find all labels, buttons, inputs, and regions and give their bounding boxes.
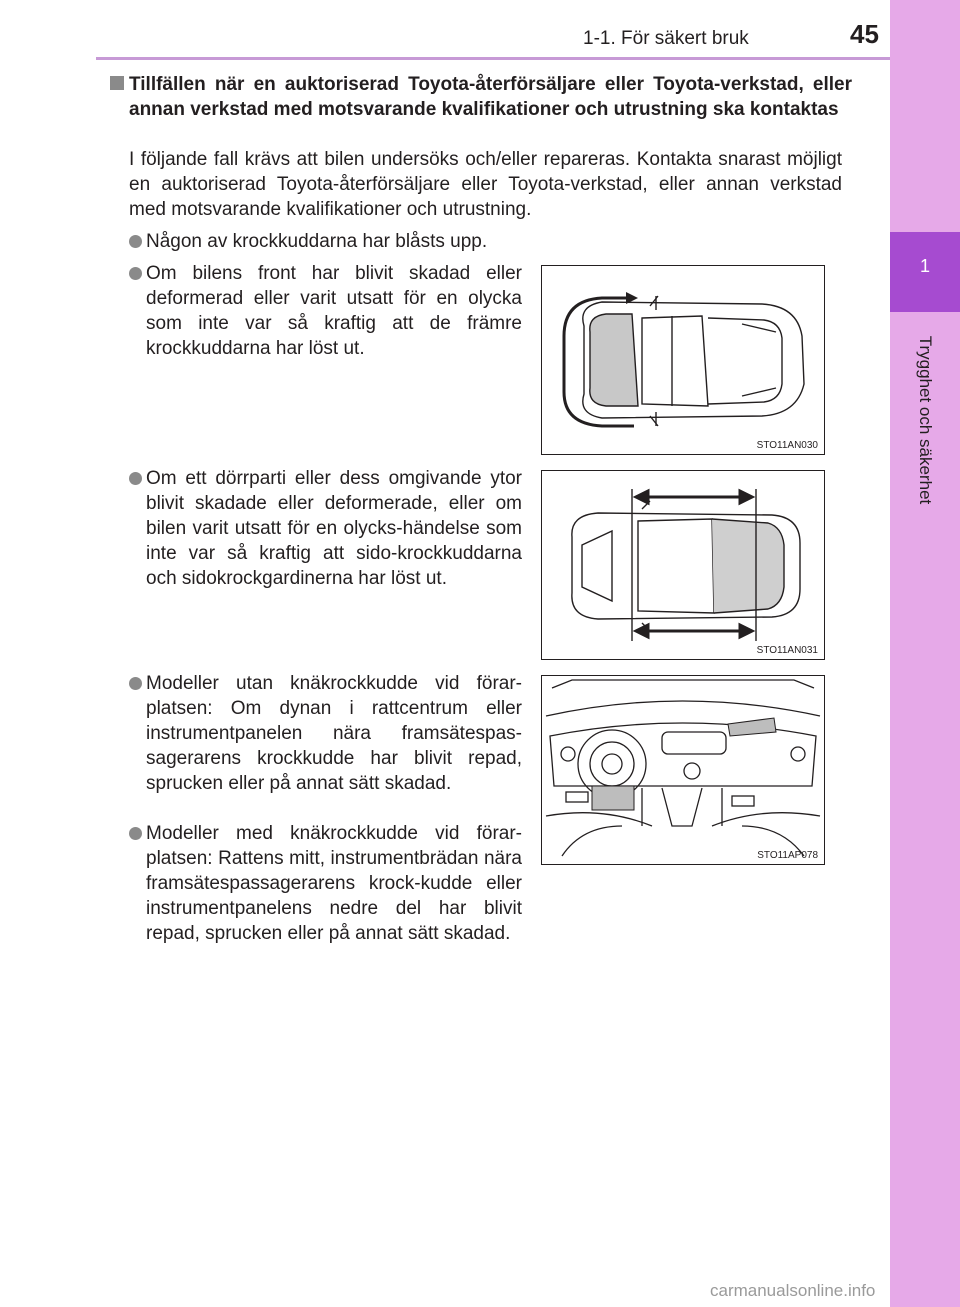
list-item: Någon av krockkuddarna har blåsts upp. bbox=[129, 229, 529, 254]
square-bullet-icon bbox=[110, 76, 124, 90]
section-heading-text: Tillfällen när en auktoriserad Toyota-återförsäljare eller Toyota-verkstad, eller annan verkstad med motsvarande kvalifikationer och utrustning ska kontaktas bbox=[129, 74, 852, 120]
header-divider bbox=[96, 57, 890, 60]
page-number: 45 bbox=[850, 19, 879, 49]
section-heading bbox=[110, 72, 852, 122]
chapter-title: Trygghet och säkerhet bbox=[916, 335, 935, 505]
figure-dashboard bbox=[541, 675, 825, 865]
chapter-tab[interactable] bbox=[890, 232, 960, 312]
watermark: carmanualsonline.info bbox=[710, 1281, 876, 1300]
intro-paragraph: I följande fall krävs att bilen undersöks och/eller repareras. Kontakta snarast möjligt en auktoriserad Toyota-återförsäljare eller Toyota-verkstad, eller annan verkstad med motsvarande kvalifikationer och utrustning. bbox=[129, 149, 842, 220]
dashboard-interior-icon bbox=[542, 676, 824, 864]
chapter-number: 1 bbox=[919, 256, 930, 276]
list-item: Modeller utan knäkrockkudde vid förar-platsen: Om dynan i rattcentrum eller instrumentpanelen nära framsätespas-sagerarens krockkudde har blivit repad, sprucken eller på annat sätt skadad. bbox=[129, 671, 522, 796]
round-bullet-icon bbox=[129, 267, 142, 280]
car-top-view-front-icon bbox=[542, 266, 824, 454]
list-item: Om ett dörrparti eller dess omgivande ytor blivit skadade eller deformerade, eller om bilen varit utsatt för en olycks-händelse som inte var så kraftig att sido-krockkuddarna och sidokrockgardinerna har löst ut. bbox=[129, 466, 522, 591]
round-bullet-icon bbox=[129, 827, 142, 840]
section-title: 1-1. För säkert bruk bbox=[583, 28, 749, 49]
figure-label: STO11AN031 bbox=[756, 645, 818, 656]
figure-front-damage bbox=[541, 265, 825, 455]
round-bullet-icon bbox=[129, 235, 142, 248]
round-bullet-icon bbox=[129, 472, 142, 485]
list-item: Modeller med knäkrockkudde vid förar-platsen: Rattens mitt, instrumentbrädan nära framsätespassagerarens krock-kudde eller instrumentpanelens nedre del har blivit repad, sprucken eller på annat sätt skadad. bbox=[129, 821, 522, 946]
figure-label: STO11AN030 bbox=[756, 440, 818, 451]
figure-label: STO11AP078 bbox=[757, 850, 818, 861]
car-top-view-side-icon bbox=[542, 471, 824, 659]
round-bullet-icon bbox=[129, 677, 142, 690]
side-tab bbox=[890, 0, 960, 1307]
list-item: Om bilens front har blivit skadad eller deformerad eller varit utsatt för en olycka som inte var så kraftig att de främre krockkuddarna har löst ut. bbox=[129, 261, 522, 361]
page-header bbox=[0, 0, 890, 60]
figure-side-damage bbox=[541, 470, 825, 660]
